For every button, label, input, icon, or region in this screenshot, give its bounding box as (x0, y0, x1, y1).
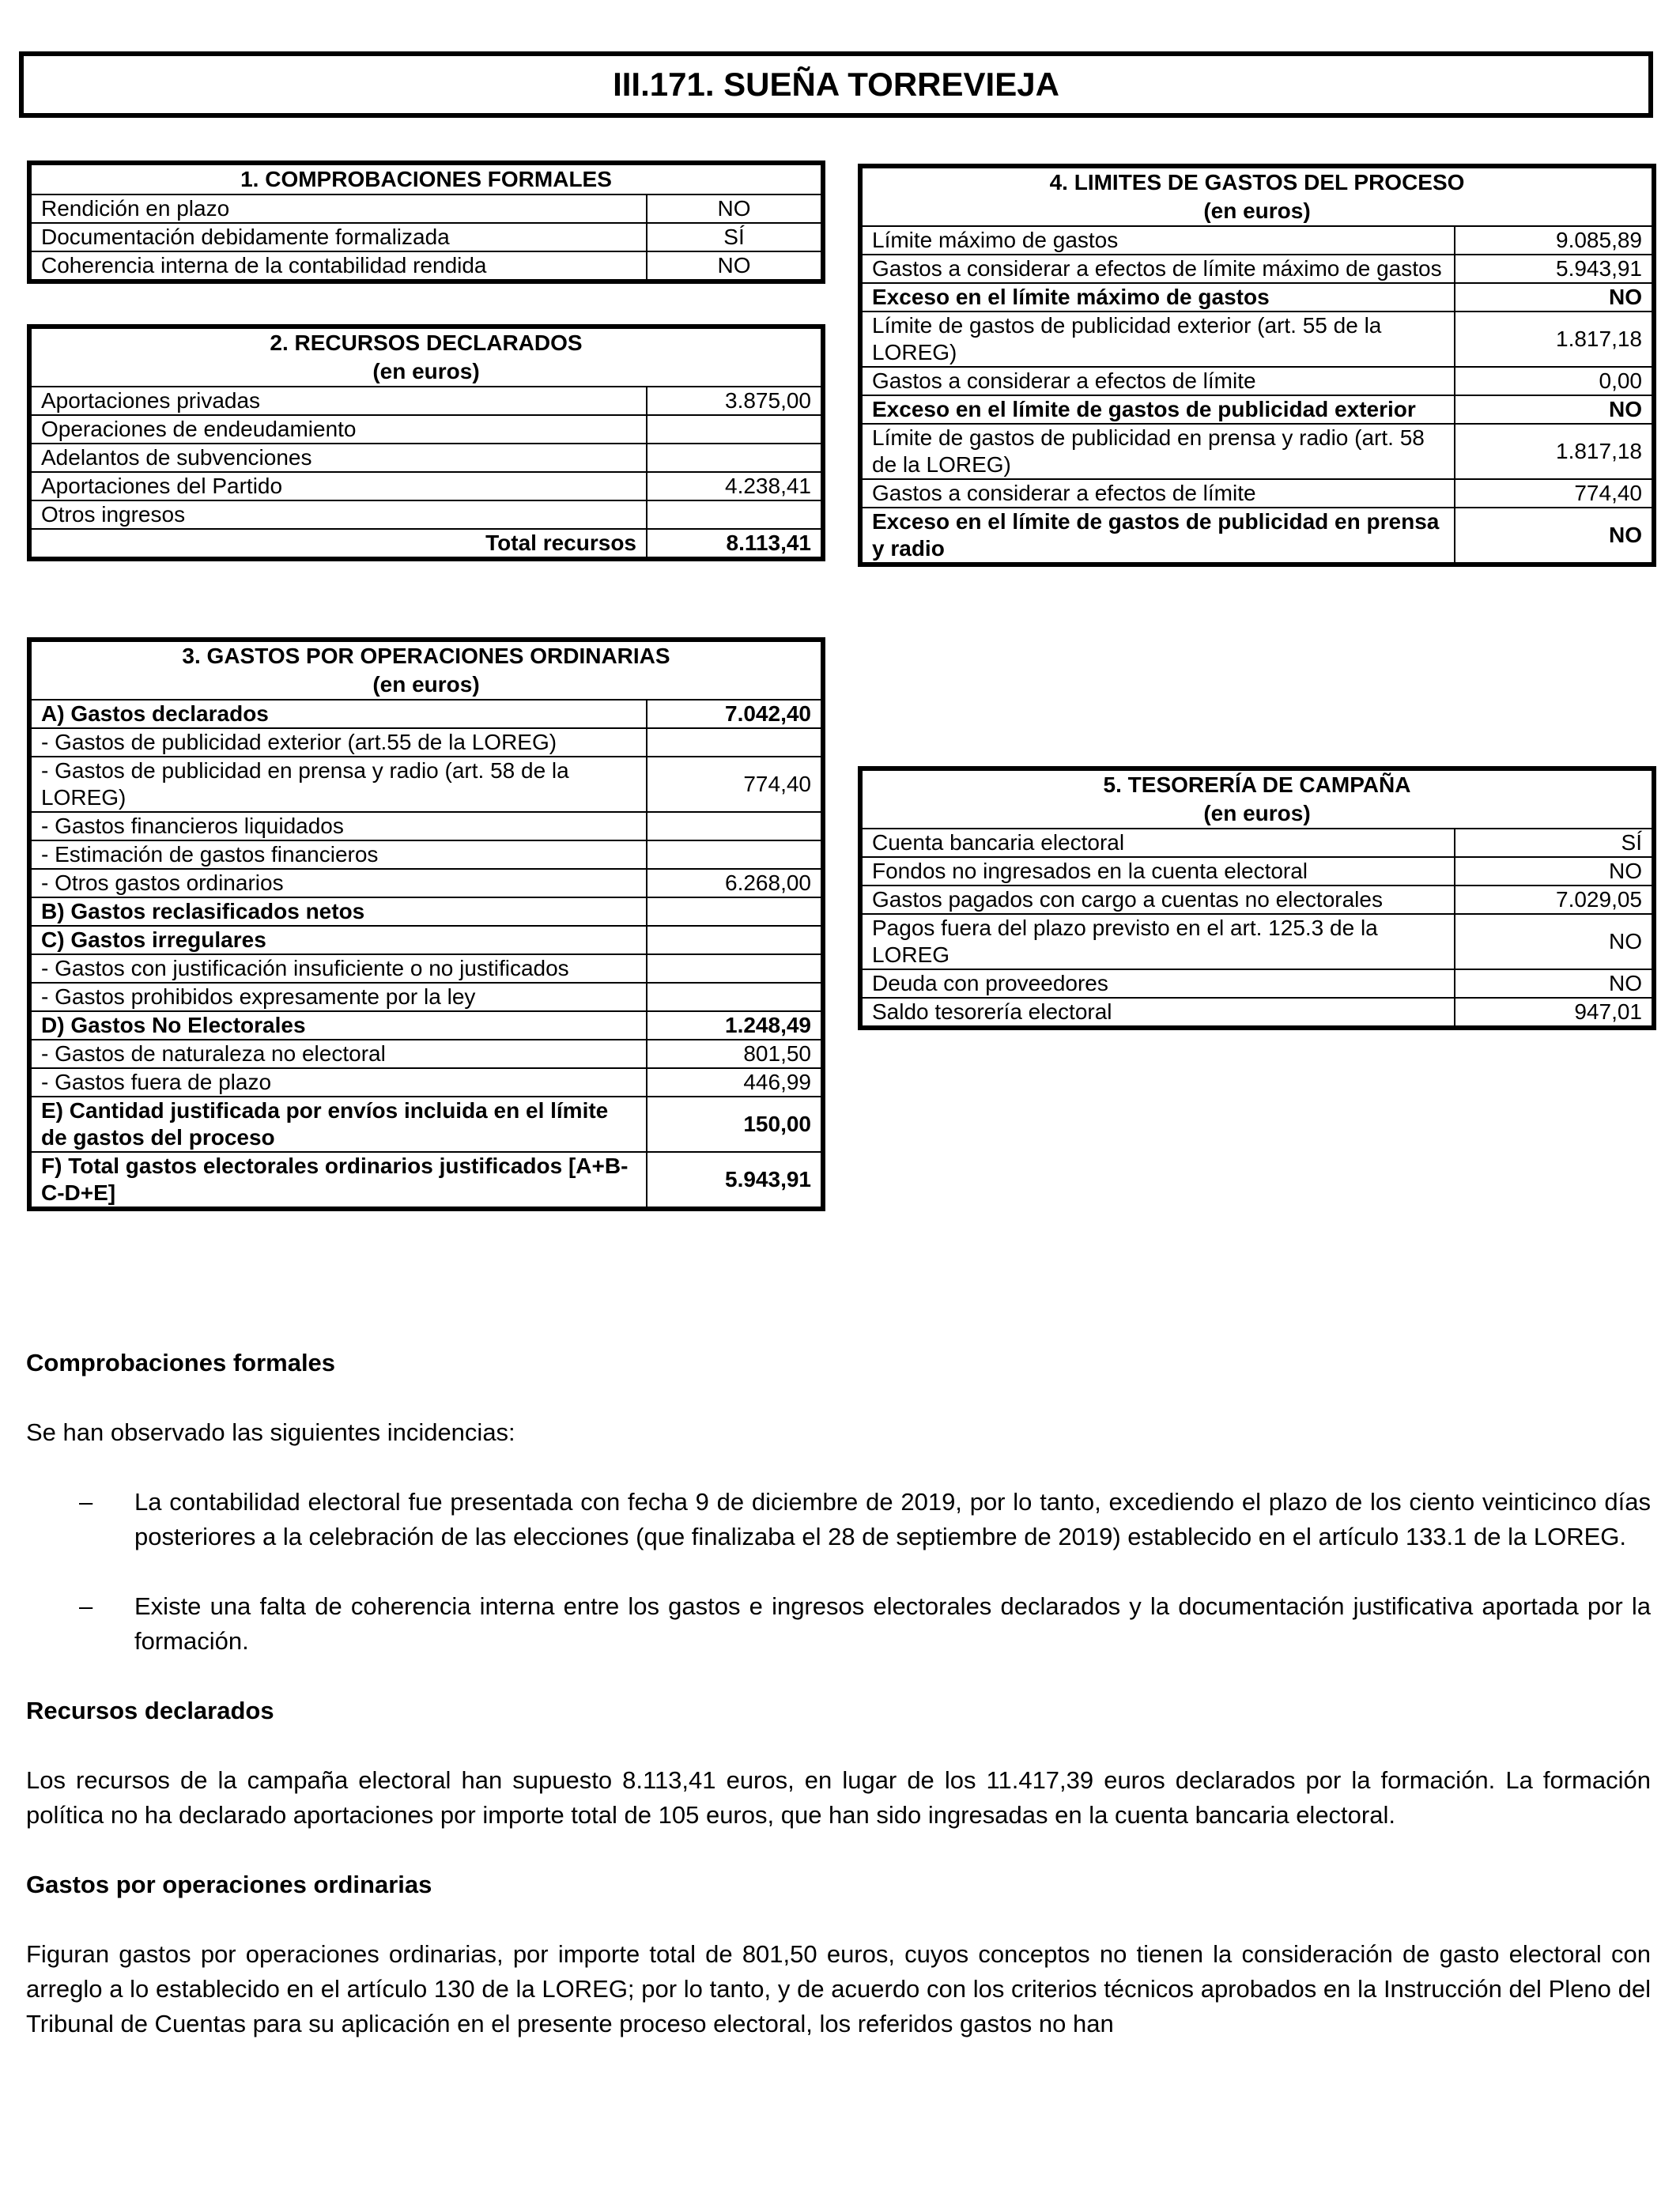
paragraph: Se han observado las siguientes incidencias: (26, 1418, 515, 1446)
table-comprobaciones-formales (27, 160, 825, 284)
table-recursos-declarados (27, 324, 825, 561)
table-row: Exceso en el límite de gastos de publicidad en prensa y radio NO (860, 508, 1654, 565)
table-row: - Gastos prohibidos expresamente por la ley (29, 983, 823, 1011)
table-gastos-operaciones-ordinarias (27, 637, 825, 1211)
table-row: Operaciones de endeudamiento (29, 415, 823, 444)
table-row: - Gastos de publicidad exterior (art.55 de la LOREG) (29, 728, 823, 757)
table-header: 2. RECURSOS DECLARADOS (270, 330, 583, 355)
table-row: Pagos fuera del plazo previsto en el art. 125.3 de la LOREG NO (860, 914, 1654, 969)
table-row: Gastos a considerar a efectos de límite 774,40 (860, 479, 1654, 508)
table-row: - Gastos de naturaleza no electoral 801,50 (29, 1040, 823, 1068)
table-row: B) Gastos reclasificados netos (29, 897, 823, 926)
section-heading: Comprobaciones formales (26, 1349, 336, 1376)
section-heading: Gastos por operaciones ordinarias (26, 1871, 432, 1898)
table-row: Rendición en plazo NO (29, 194, 823, 223)
paragraph: Los recursos de la campaña electoral han supuesto 8.113,41 euros, en lugar de los 11.417,39 euros declarados por la formación. La formación política no ha declarado aportaciones por importe total de 105 euros, que han sido ingresadas en la cuenta bancaria electoral. (26, 1766, 1651, 1829)
table-row: A) Gastos declarados 7.042,40 (29, 700, 823, 728)
table-limites-gastos (858, 164, 1656, 567)
table-row: - Gastos fuera de plazo 446,99 (29, 1068, 823, 1097)
list-item: – La contabilidad electoral fue presentada con fecha 9 de diciembre de 2019, por lo tanto, excediendo el plazo de los ciento veinticinco días posteriores a la celebración de las elecciones (que finalizaba el 28 de septiembre de 2019) establecido en el artículo 133.1 de la LOREG. (26, 1485, 1651, 1554)
table-row: Documentación debidamente formalizada SÍ (29, 223, 823, 251)
incidence-list (26, 1485, 1651, 1659)
table-row: F) Total gastos electorales ordinarios justificados [A+B-C-D+E] 5.943,91 (29, 1152, 823, 1209)
table-row: C) Gastos irregulares (29, 926, 823, 954)
table-row: Cuenta bancaria electoral SÍ (860, 829, 1654, 857)
table-row: Gastos pagados con cargo a cuentas no electorales 7.029,05 (860, 886, 1654, 914)
table-row: Gastos a considerar a efectos de límite 0,00 (860, 367, 1654, 395)
table-row: Adelantos de subvenciones (29, 444, 823, 472)
table-row: Saldo tesorería electoral 947,01 (860, 998, 1654, 1028)
table-row: Límite de gastos de publicidad en prensa y radio (art. 58 de la LOREG) 1.817,18 (860, 424, 1654, 479)
body-text (26, 1346, 1651, 2076)
table-row: - Gastos financieros liquidados (29, 812, 823, 840)
table-header: 3. GASTOS POR OPERACIONES ORDINARIAS (182, 644, 670, 668)
table-row: - Gastos de publicidad en prensa y radio (art. 58 de la LOREG) 774,40 (29, 757, 823, 812)
paragraph: Figuran gastos por operaciones ordinarias, por importe total de 801,50 euros, cuyos conceptos no tienen la consideración de gasto electoral con arreglo a lo establecido en el artículo 130 de la LOREG; por lo tanto, y de acuerdo con los criterios técnicos aprobados en la Instrucción del Pleno del Tribunal de Cuentas para su aplicación en el presente proceso electoral, los referidos gastos no han (26, 1940, 1651, 2037)
table-total-row: Total recursos 8.113,41 (29, 529, 823, 559)
table-row: Límite máximo de gastos 9.085,89 (860, 226, 1654, 255)
table-row: Exceso en el límite de gastos de publicidad exterior NO (860, 395, 1654, 424)
table-subheader: (en euros) (1203, 801, 1311, 825)
table-header: 4. LIMITES DE GASTOS DEL PROCESO (1049, 170, 1465, 194)
table-row: Fondos no ingresados en la cuenta electoral NO (860, 857, 1654, 886)
table-row: - Otros gastos ordinarios 6.268,00 (29, 869, 823, 897)
list-item: – Existe una falta de coherencia interna entre los gastos e ingresos electorales declarados y la documentación justificativa aportada por la formación. (26, 1589, 1651, 1659)
table-row: Exceso en el límite máximo de gastos NO (860, 283, 1654, 312)
table-row: - Estimación de gastos financieros (29, 840, 823, 869)
table-subheader: (en euros) (1203, 198, 1311, 223)
table-row: Otros ingresos (29, 500, 823, 529)
table-row: Deuda con proveedores NO (860, 969, 1654, 998)
table-row: Gastos a considerar a efectos de límite máximo de gastos 5.943,91 (860, 255, 1654, 283)
dash-bullet: – (79, 1488, 93, 1516)
table-row: Aportaciones del Partido 4.238,41 (29, 472, 823, 500)
table-row: Límite de gastos de publicidad exterior (art. 55 de la LOREG) 1.817,18 (860, 312, 1654, 367)
table-subheader: (en euros) (372, 359, 480, 383)
section-heading: Recursos declarados (26, 1697, 274, 1724)
table-header: 1. COMPROBACIONES FORMALES (29, 163, 823, 194)
table-header: 5. TESORERÍA DE CAMPAÑA (1103, 772, 1411, 797)
dash-bullet: – (79, 1592, 93, 1620)
table-row: E) Cantidad justificada por envíos incluida en el límite de gastos del proceso 150,00 (29, 1097, 823, 1152)
table-row: D) Gastos No Electorales 1.248,49 (29, 1011, 823, 1040)
table-row: Aportaciones privadas 3.875,00 (29, 387, 823, 415)
table-row: - Gastos con justificación insuficiente o no justificados (29, 954, 823, 983)
page-title: III.171. SUEÑA TORREVIEJA (19, 51, 1653, 118)
table-tesoreria-campana (858, 766, 1656, 1030)
table-subheader: (en euros) (372, 672, 480, 697)
table-row: Coherencia interna de la contabilidad rendida NO (29, 251, 823, 281)
